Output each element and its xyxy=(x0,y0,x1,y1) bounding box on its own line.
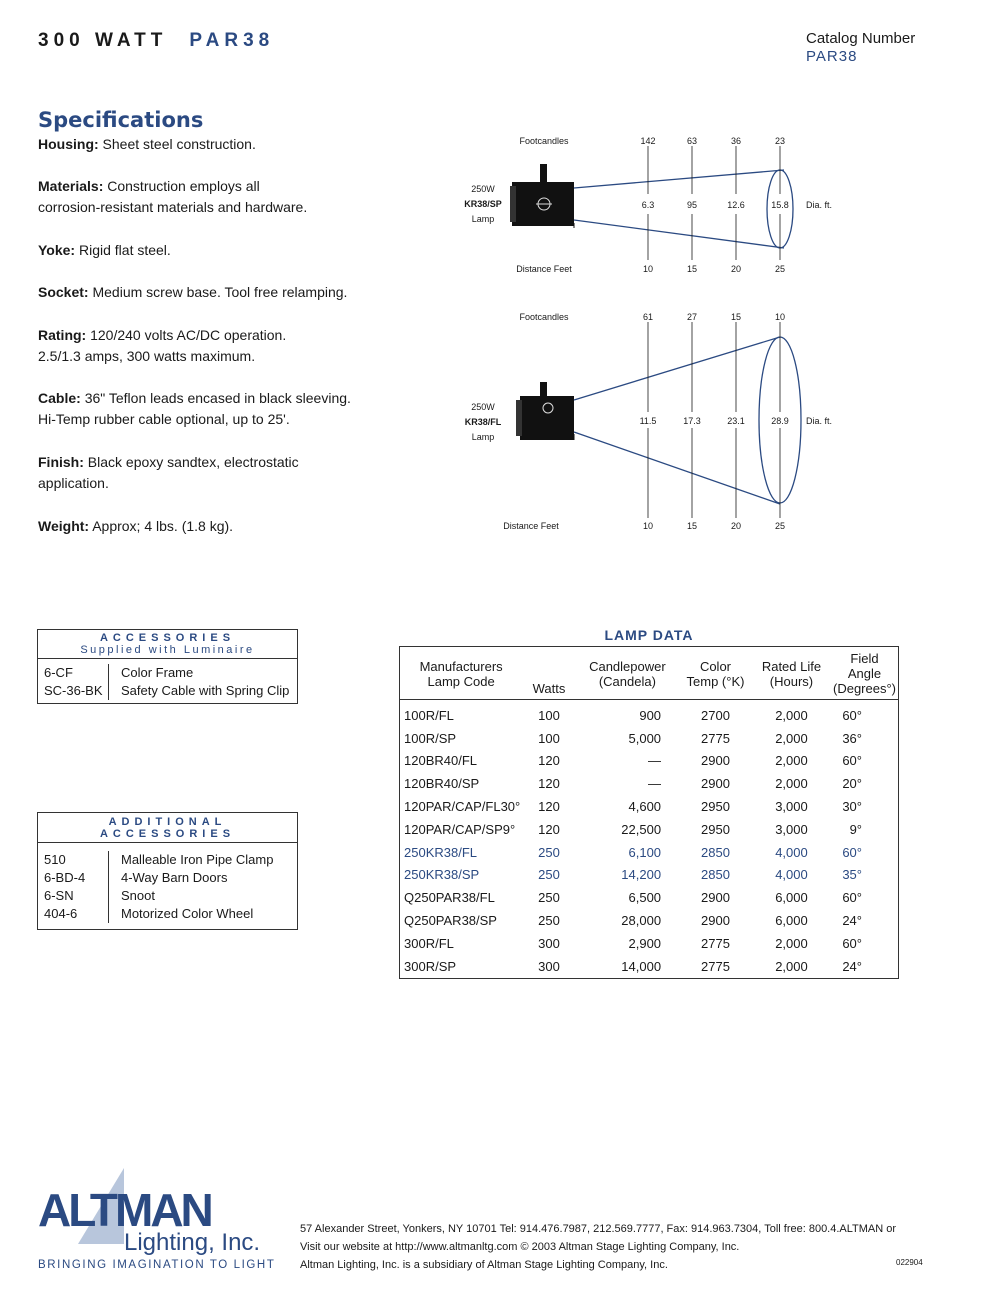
cell-candlepower: 6,100 xyxy=(628,844,662,860)
accessory-desc: Motorized Color Wheel xyxy=(121,906,254,921)
distance-value: 20 xyxy=(730,521,742,531)
lamp-data-body xyxy=(400,700,899,979)
cell-watts: 250 xyxy=(538,844,560,860)
table-row xyxy=(400,909,899,932)
col-header-candlepower: Candlepower (Candela) xyxy=(576,647,679,700)
table-row xyxy=(400,727,899,750)
lamp-data-table xyxy=(399,646,899,979)
photometric-diagram-spot xyxy=(440,128,860,278)
accessory-code: 510 xyxy=(38,851,109,869)
spec-label: Materials: xyxy=(38,178,104,194)
cell-rated-life: 2,000 xyxy=(775,707,808,723)
spec-label: Finish: xyxy=(38,454,84,470)
cell-field-angle: 60° xyxy=(842,753,862,769)
lamp-watts: 250W xyxy=(471,184,495,194)
cell-rated-life: 6,000 xyxy=(775,890,808,906)
cell-rated-life: 2,000 xyxy=(775,958,808,974)
specifications-heading: Specifications xyxy=(38,108,204,132)
spec-label: Cable: xyxy=(38,390,81,406)
distance-value: 15 xyxy=(686,264,698,274)
list-item xyxy=(38,869,297,887)
footer-address: 57 Alexander Street, Yonkers, NY 10701 Tel: 914.476.7987, 212.569.7777, Fax: 914.963.7304, Toll free: 800.4.ALTMAN or xyxy=(300,1223,897,1235)
table-row xyxy=(400,700,899,727)
cell-rated-life: 2,000 xyxy=(775,730,808,746)
spec-text: Rigid flat steel. xyxy=(78,242,171,258)
cell-field-angle: 9° xyxy=(849,821,862,837)
table-row xyxy=(400,750,899,773)
lamp-watts: 250W xyxy=(471,402,495,412)
cell-field-angle: 24° xyxy=(842,958,862,974)
col-header-color-temp: Color Temp (°K) xyxy=(679,647,752,700)
logo-subtitle: Lighting, Inc. xyxy=(124,1229,261,1256)
cell-rated-life: 3,000 xyxy=(775,821,808,837)
cell-field-angle: 60° xyxy=(842,890,862,906)
distance-value: 15 xyxy=(686,521,698,531)
accessory-code: SC-36-BK xyxy=(38,682,109,700)
cell-field-angle: 20° xyxy=(842,776,862,792)
catalog-block xyxy=(806,30,915,66)
footcandle-value: 142 xyxy=(640,136,656,146)
cell-field-angle: 60° xyxy=(842,844,862,860)
cell-lamp-code: Q250PAR38/FL xyxy=(404,890,495,906)
cell-watts: 250 xyxy=(538,867,560,883)
cell-lamp-code: 120BR40/SP xyxy=(404,776,480,792)
list-item xyxy=(38,851,297,869)
catalog-label: Catalog Number xyxy=(806,30,916,47)
lamp-word: Lamp xyxy=(471,432,495,442)
cell-watts: 120 xyxy=(538,821,560,837)
catalog-number: PAR38 xyxy=(806,48,858,65)
cell-rated-life: 6,000 xyxy=(775,913,808,929)
cell-color-temp: 2775 xyxy=(701,730,730,746)
spec-label: Rating: xyxy=(38,327,87,343)
diameter-value: 17.3 xyxy=(683,416,701,426)
spec-cable xyxy=(38,388,378,430)
logo-name: ALTMAN xyxy=(38,1184,211,1236)
table-row xyxy=(400,795,899,818)
list-item xyxy=(38,682,297,700)
distance-value: 10 xyxy=(642,521,654,531)
cell-candlepower: 5,000 xyxy=(628,730,662,746)
spec-text: Approx; 4 lbs. (1.8 kg). xyxy=(92,518,234,534)
altman-logo xyxy=(38,1168,288,1274)
cell-candlepower: 22,500 xyxy=(621,821,662,837)
spec-label: Yoke: xyxy=(38,242,76,258)
cell-candlepower: 28,000 xyxy=(621,913,662,929)
cell-candlepower: 2,900 xyxy=(628,935,662,951)
distance-value: 25 xyxy=(774,521,786,531)
table-row xyxy=(400,932,899,955)
fixture-icon xyxy=(516,382,574,440)
cell-watts: 100 xyxy=(538,707,560,723)
diameter-value: 95 xyxy=(686,200,698,210)
distance-value: 25 xyxy=(774,264,786,274)
accessories-subtitle: Supplied with Luminaire xyxy=(80,644,255,656)
col-header-rated-life: Rated Life (Hours) xyxy=(752,647,831,700)
footcandle-value: 15 xyxy=(730,312,742,322)
spec-text: Construction employs all xyxy=(107,178,260,194)
cell-color-temp: 2950 xyxy=(701,799,730,815)
spec-text: 36" Teflon leads encased in black sleeving. xyxy=(84,390,351,406)
spec-label: Housing: xyxy=(38,136,99,152)
cell-rated-life: 2,000 xyxy=(775,935,808,951)
diameter-value: 12.6 xyxy=(727,200,745,210)
footcandle-value: 10 xyxy=(774,312,786,322)
distance-label: Distance Feet xyxy=(516,264,572,274)
cell-rated-life: 2,000 xyxy=(775,753,808,769)
cell-lamp-code: 120BR40/FL xyxy=(404,753,477,769)
cell-watts: 300 xyxy=(538,958,560,974)
additional-accessories-heading xyxy=(38,813,297,843)
table-row xyxy=(400,818,899,841)
distance-value: 10 xyxy=(642,264,654,274)
wattage-title: 300 WATT xyxy=(38,30,168,51)
spec-label: Weight: xyxy=(38,518,90,534)
cell-color-temp: 2775 xyxy=(701,958,730,974)
col-header-field-angle: Field Angle (Degrees°) xyxy=(831,647,899,700)
list-item xyxy=(38,887,297,905)
photometric-diagram-flood xyxy=(440,304,860,536)
footcandle-value: 27 xyxy=(686,312,698,322)
cell-rated-life: 2,000 xyxy=(775,776,808,792)
cell-watts: 120 xyxy=(538,753,560,769)
spec-text: Sheet steel construction. xyxy=(102,136,256,152)
accessory-code: 6-SN xyxy=(38,887,109,905)
cell-candlepower: 4,600 xyxy=(628,799,662,815)
spec-text-2: corrosion-resistant materials and hardware. xyxy=(38,199,308,215)
cell-field-angle: 24° xyxy=(842,913,862,929)
cell-lamp-code: 300R/SP xyxy=(404,958,457,974)
cell-lamp-code: 100R/FL xyxy=(404,707,454,723)
cell-color-temp: 2900 xyxy=(701,753,730,769)
diameter-value: 28.9 xyxy=(771,416,789,426)
cell-lamp-code: 300R/FL xyxy=(404,935,454,951)
cell-candlepower: — xyxy=(648,776,662,792)
document-code: 022904 xyxy=(896,1258,923,1267)
additional-accessories-list xyxy=(38,843,297,929)
cell-watts: 120 xyxy=(538,799,560,815)
spec-text-2: Hi-Temp rubber cable optional, up to 25'. xyxy=(38,411,290,427)
cell-candlepower: 14,000 xyxy=(621,958,662,974)
footcandle-value: 23 xyxy=(774,136,786,146)
cell-rated-life: 3,000 xyxy=(775,799,808,815)
accessory-desc: Color Frame xyxy=(121,665,194,680)
spec-materials xyxy=(38,176,378,218)
cell-candlepower: — xyxy=(648,753,662,769)
cell-field-angle: 36° xyxy=(842,730,862,746)
diameter-unit: Dia. ft. xyxy=(806,200,833,210)
cell-lamp-code: 250KR38/FL xyxy=(404,844,477,860)
cell-field-angle: 35° xyxy=(842,867,862,883)
cell-watts: 250 xyxy=(538,890,560,906)
additional-accessories-box xyxy=(37,812,298,930)
cell-watts: 100 xyxy=(538,730,560,746)
lamp-word: Lamp xyxy=(471,214,495,224)
accessories-heading xyxy=(38,630,297,659)
cell-color-temp: 2850 xyxy=(701,844,730,860)
cell-candlepower: 6,500 xyxy=(628,890,662,906)
cell-field-angle: 60° xyxy=(842,935,862,951)
spec-housing xyxy=(38,134,378,155)
footcandle-value: 36 xyxy=(730,136,742,146)
footcandle-value: 61 xyxy=(642,312,654,322)
footcandles-label: Footcandles xyxy=(519,136,569,146)
accessory-desc: Safety Cable with Spring Clip xyxy=(121,683,290,698)
cell-color-temp: 2775 xyxy=(701,935,730,951)
lamp-code: KR38/SP xyxy=(464,199,502,209)
logo-tagline: BRINGING IMAGINATION TO LIGHT xyxy=(38,1259,276,1271)
accessory-desc: Snoot xyxy=(121,888,155,903)
cell-field-angle: 60° xyxy=(842,707,862,723)
spec-yoke xyxy=(38,240,378,261)
cell-color-temp: 2900 xyxy=(701,776,730,792)
cell-watts: 250 xyxy=(538,913,560,929)
cell-lamp-code: 120PAR/CAP/SP9° xyxy=(404,821,516,837)
list-item xyxy=(38,905,297,923)
footcandles-label: Footcandles xyxy=(519,312,569,322)
accessory-code: 6-BD-4 xyxy=(38,869,109,887)
footer-subsidiary: Altman Lighting, Inc. is a subsidiary of Altman Stage Lighting Company, Inc. xyxy=(300,1259,668,1271)
accessory-desc: Malleable Iron Pipe Clamp xyxy=(121,852,274,867)
cell-color-temp: 2950 xyxy=(701,821,730,837)
distance-value: 20 xyxy=(730,264,742,274)
spec-text: 120/240 volts AC/DC operation. xyxy=(90,327,287,343)
model-title: PAR38 xyxy=(189,30,275,51)
table-row xyxy=(400,886,899,909)
spec-weight xyxy=(38,516,378,537)
distance-label: Distance Feet xyxy=(503,521,559,531)
cell-lamp-code: 250KR38/SP xyxy=(404,867,480,883)
diameter-value: 6.3 xyxy=(641,200,655,210)
cell-rated-life: 4,000 xyxy=(775,867,808,883)
lamp-code: KR38/FL xyxy=(464,417,502,427)
cell-rated-life: 4,000 xyxy=(775,844,808,860)
spec-finish xyxy=(38,452,378,494)
cell-candlepower: 14,200 xyxy=(621,867,662,883)
lamp-data-title: LAMP DATA xyxy=(604,627,694,643)
additional-title-2: ACCESSORIES xyxy=(99,828,236,840)
table-row xyxy=(400,772,899,795)
fixture-icon xyxy=(510,164,574,228)
diameter-unit: Dia. ft. xyxy=(806,416,833,426)
footer-website: Visit our website at http://www.altmanltg.com © 2003 Altman Stage Lighting Company, Inc. xyxy=(300,1241,740,1253)
cell-lamp-code: Q250PAR38/SP xyxy=(404,913,497,929)
footcandle-value: 63 xyxy=(686,136,698,146)
spec-text: Black epoxy sandtex, electrostatic xyxy=(87,454,299,470)
diameter-value: 15.8 xyxy=(771,200,789,210)
table-row xyxy=(400,955,899,978)
col-header-code: Manufacturers Lamp Code xyxy=(400,647,523,700)
spec-socket xyxy=(38,282,378,303)
list-item xyxy=(38,664,297,682)
cell-color-temp: 2850 xyxy=(701,867,730,883)
cell-lamp-code: 120PAR/CAP/FL30° xyxy=(404,799,521,815)
spec-text-2: 2.5/1.3 amps, 300 watts maximum. xyxy=(38,348,256,364)
accessories-list xyxy=(38,659,297,703)
accessory-code: 6-CF xyxy=(38,664,109,682)
accessory-desc: 4-Way Barn Doors xyxy=(121,870,228,885)
spec-text: Medium screw base. Tool free relamping. xyxy=(92,284,348,300)
cell-lamp-code: 100R/SP xyxy=(404,730,457,746)
table-header-row xyxy=(400,647,899,700)
cell-watts: 120 xyxy=(538,776,560,792)
cell-candlepower: 900 xyxy=(639,707,662,723)
cell-field-angle: 30° xyxy=(842,799,862,815)
diameter-value: 11.5 xyxy=(639,416,657,426)
spec-rating xyxy=(38,325,378,367)
accessories-box xyxy=(37,629,298,704)
cell-color-temp: 2700 xyxy=(701,707,730,723)
spec-label: Socket: xyxy=(38,284,89,300)
cell-watts: 300 xyxy=(538,935,560,951)
table-row xyxy=(400,841,899,864)
additional-title-1: ADDITIONAL xyxy=(108,816,227,828)
accessory-code: 404-6 xyxy=(38,905,109,923)
cell-color-temp: 2900 xyxy=(701,913,730,929)
col-header-watts: Watts xyxy=(522,647,575,700)
table-row xyxy=(400,864,899,887)
cell-color-temp: 2900 xyxy=(701,890,730,906)
spec-text-2: application. xyxy=(38,475,109,491)
diameter-value: 23.1 xyxy=(727,416,745,426)
accessories-title: ACCESSORIES xyxy=(99,632,236,644)
page-title xyxy=(38,30,274,52)
